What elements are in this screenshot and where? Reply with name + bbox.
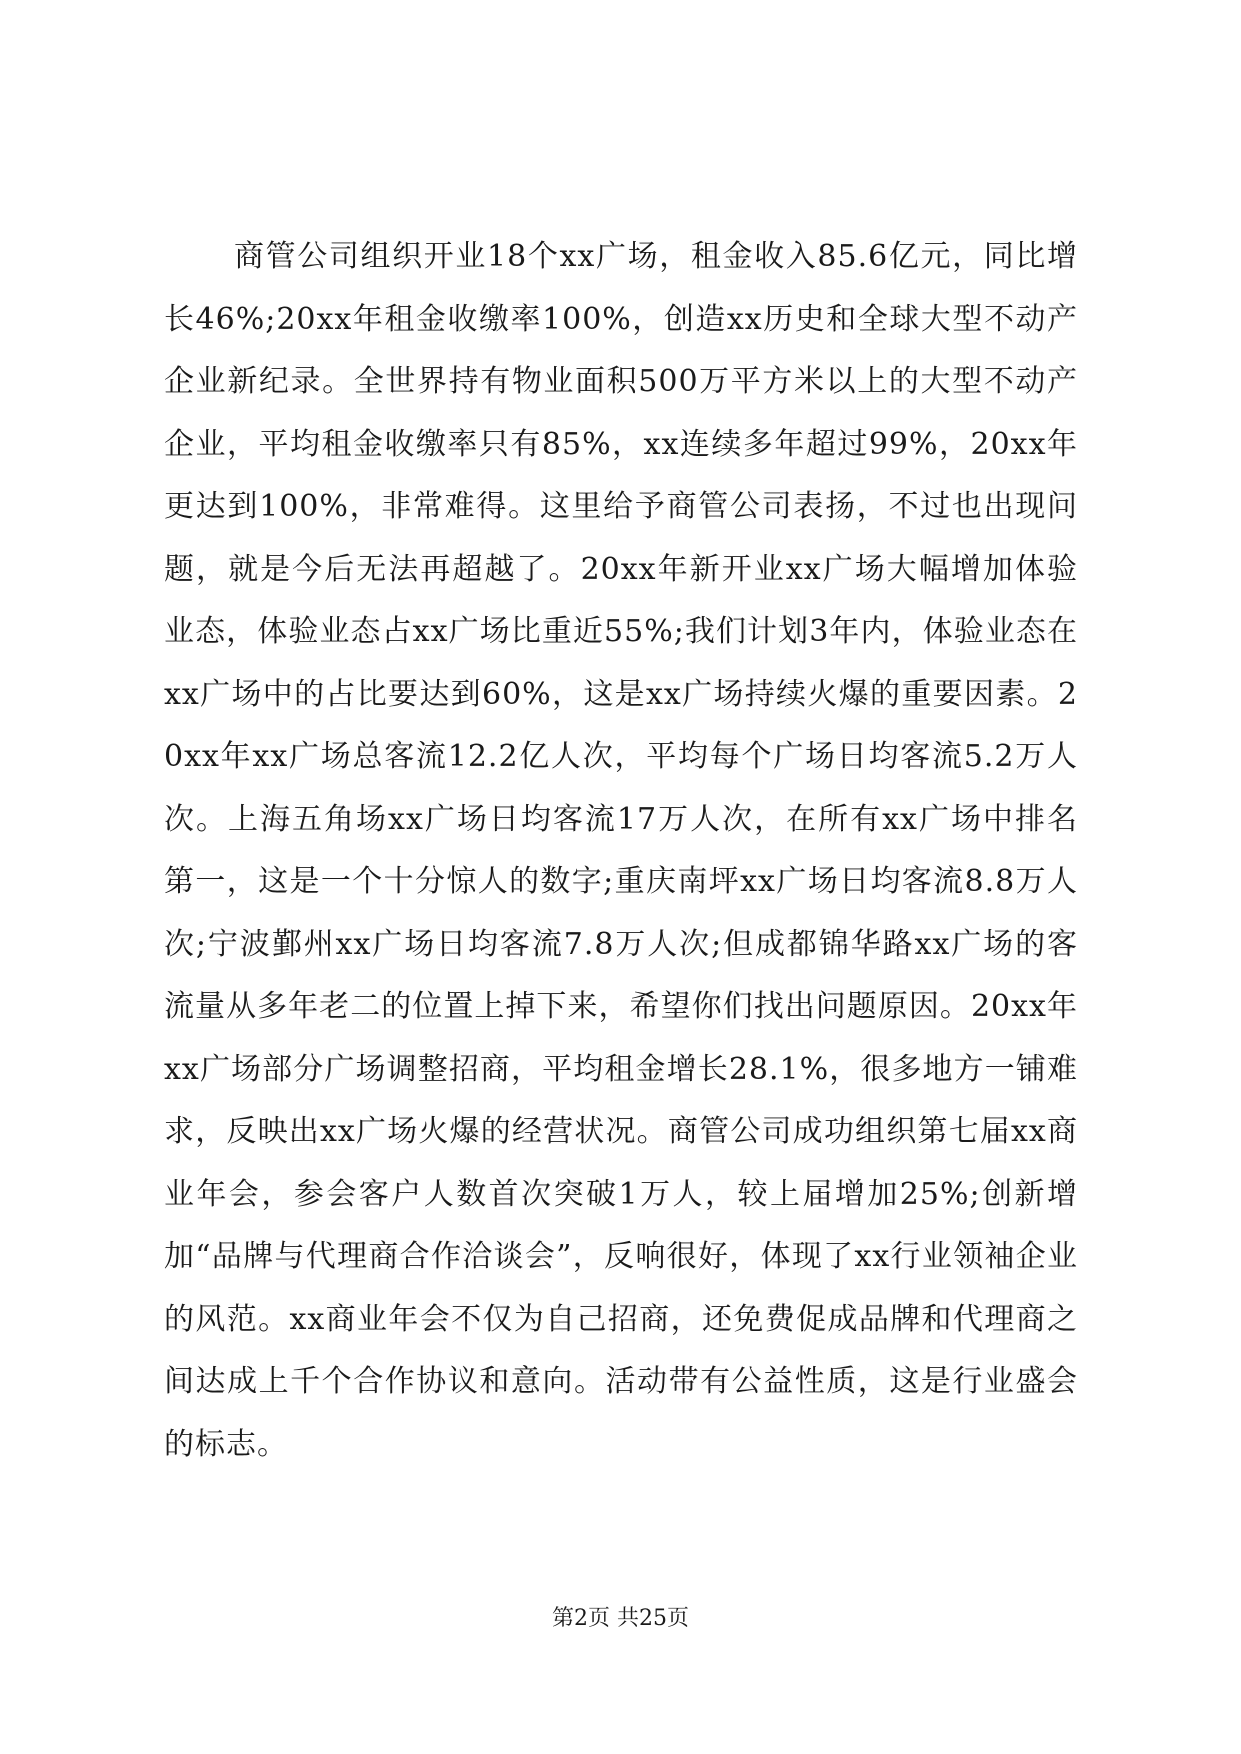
page-number-footer: 第2页 共25页 [552, 1606, 689, 1631]
body-paragraph: 商管公司组织开业18个xx广场，租金收入85.6亿元，同比增长46%;20xx年租金收缴率100%，创造xx历史和全球大型不动产企业新纪录。全世界持有物业面积500万平方米以上的大型不动产企业，平均租金收缴率只有85%，xx连续多年超过99%，20xx年更达到100%，非常难得。这里给予商管公司表扬，不过也出现问题，就是今后无法再超越了。20xx年新开业xx广场大幅增加体验业态，体验业态占xx广场比重近55%;我们计划3年内，体验业态在xx广场中的占比要达到60%，这是xx广场持续火爆的重要因素。20xx年xx广场总客流12.2亿人次，平均每个广场日均客流5.2万人次。上海五角场xx广场日均客流17万人次，在所有xx广场中排名第一，这是一个十分惊人的数字;重庆南坪xx广场日均客流8.8万人次;宁波鄞州xx广场日均客流7.8万人次;但成都锦华路xx广场的客流量从多年老二的位置上掉下来，希望你们找出问题原因。20xx年xx广场部分广场调整招商，平均租金增长28.1%，很多地方一铺难求，反映出xx广场火爆的经营状况。商管公司成功组织第七届xx商业年会，参会客户人数首次突破1万人，较上届增加25%;创新增加“品牌与代理商合作洽谈会”，反响很好，体现了xx行业领袖企业的风范。xx商业年会不仅为自己招商，还免费促成品牌和代理商之间达成上千个合作协议和意向。活动带有公益性质，这是行业盛会的标志。 [164, 239, 1078, 1462]
